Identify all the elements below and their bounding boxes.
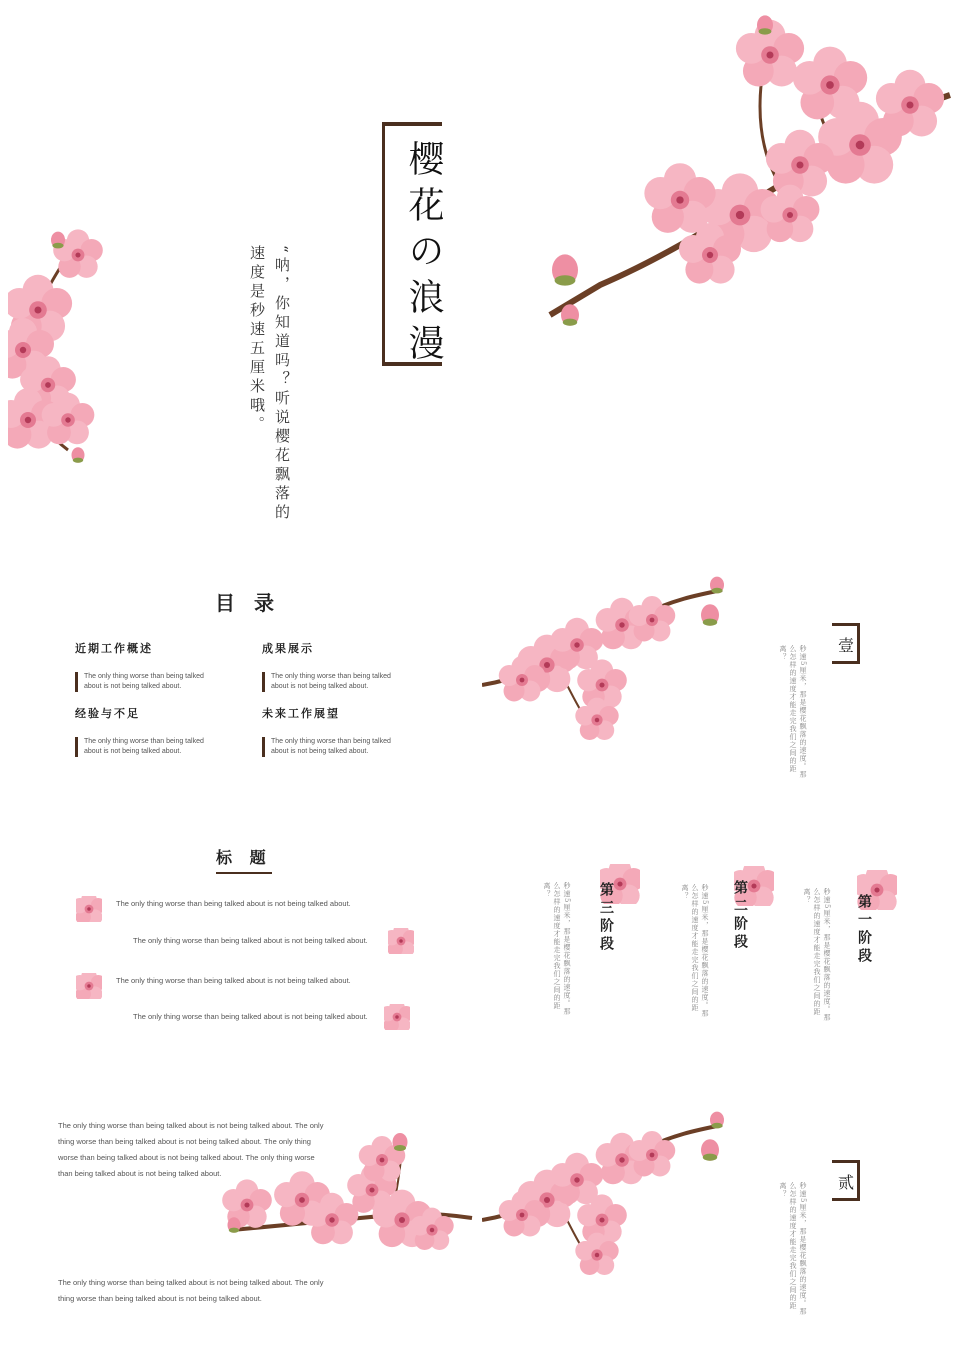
text-branch-slide xyxy=(0,1100,475,1330)
cover-slide xyxy=(0,0,960,540)
cover-quote-line1: “呐，你知道吗？听说樱花飘落的 xyxy=(273,245,291,523)
toc-item-3[interactable] xyxy=(75,705,245,757)
cherry-branch-left xyxy=(8,220,108,470)
cherry-branch-top-right xyxy=(530,15,960,335)
titles-line-4: The only thing worse than being talked about is not being talked about. xyxy=(133,1012,368,1021)
cover-title: 樱花の浪漫 xyxy=(403,140,444,370)
numeral-bar-bottom xyxy=(832,1198,860,1201)
toc-item-marker xyxy=(75,672,78,692)
stage-2-body: 秒速5厘米，那是樱花飘落的速度。那么怎样的速度才能走完我们之间的距离？ xyxy=(681,884,709,1018)
section-two-slide xyxy=(482,1100,960,1330)
blossom-icon xyxy=(388,928,414,954)
titles-heading: 标 题 xyxy=(216,845,272,874)
section-two-numeral: 贰 xyxy=(838,1173,855,1192)
section-one-body: 秒速5厘米，那是樱花飘落的速度。那么怎样的速度才能走完我们之间的距离？ xyxy=(779,645,807,779)
toc-item-title: 近期工作概述 xyxy=(75,642,153,655)
cherry-branch-section-one xyxy=(482,575,732,745)
stage-1-label: 第一阶段 xyxy=(856,894,872,966)
blossom-icon xyxy=(384,1004,410,1030)
stage-3-body: 秒速5厘米，那是樱花飘落的速度。那么怎样的速度才能走完我们之间的距离？ xyxy=(543,882,571,1016)
toc-item-desc: The only thing worse than being talked about is not being talked about. xyxy=(84,673,204,690)
toc-item-title: 经验与不足 xyxy=(75,707,140,720)
toc-item-desc: The only thing worse than being talked about is not being talked about. xyxy=(271,673,391,690)
cherry-branch-bottom xyxy=(222,1130,477,1260)
numeral-bar-top xyxy=(832,623,860,626)
stage-2-label: 第二阶段 xyxy=(732,880,748,952)
titles-line-3: The only thing worse than being talked about is not being talked about. xyxy=(116,976,351,985)
toc-item-marker xyxy=(262,672,265,692)
toc-heading: 目 录 xyxy=(215,591,280,615)
toc-item-marker xyxy=(262,737,265,757)
section-one-slide xyxy=(482,545,960,795)
stages-slide xyxy=(482,820,960,1050)
bottom-paragraph-1: The only thing worse than being talked about is not being talked about. The only thing worse than being talked about is not being talked about. The only thing worse than being talked about is not being talked about. The only thing worse than being talked about is not being talked about. xyxy=(58,1121,324,1178)
toc-item-4[interactable] xyxy=(262,705,432,757)
toc-item-1[interactable] xyxy=(75,640,245,692)
toc-item-title: 成果展示 xyxy=(262,642,314,655)
numeral-bar-right xyxy=(857,1160,860,1200)
toc-item-desc: The only thing worse than being talked about is not being talked about. xyxy=(271,738,391,755)
numeral-bar-top xyxy=(832,1160,860,1163)
blossom-icon xyxy=(76,973,102,999)
stage-3-label: 第三阶段 xyxy=(598,882,614,954)
titles-slide xyxy=(0,820,475,1050)
section-two-body: 秒速5厘米，那是樱花飘落的速度。那么怎样的速度才能走完我们之间的距离？ xyxy=(779,1182,807,1316)
title-bar-left xyxy=(382,122,385,364)
numeral-bar-bottom xyxy=(832,661,860,664)
titles-line-2: The only thing worse than being talked about is not being talked about. xyxy=(133,936,368,945)
numeral-bar-right xyxy=(857,623,860,663)
titles-line-1: The only thing worse than being talked about is not being talked about. xyxy=(116,899,351,908)
bottom-paragraph-2: The only thing worse than being talked about is not being talked about. The only thing worse than being talked about is not being talked about. xyxy=(58,1278,324,1303)
cover-quote-line2: 速度是秒速五厘米哦。 xyxy=(248,245,266,435)
toc-item-marker xyxy=(75,737,78,757)
toc-item-2[interactable] xyxy=(262,640,432,692)
toc-item-title: 未来工作展望 xyxy=(262,707,340,720)
cherry-branch-section-two xyxy=(482,1110,732,1280)
section-one-numeral: 壹 xyxy=(838,636,855,655)
stage-1-body: 秒速5厘米，那是樱花飘落的速度。那么怎样的速度才能走完我们之间的距离？ xyxy=(803,888,831,1022)
blossom-icon xyxy=(76,896,102,922)
toc-slide xyxy=(0,545,475,795)
toc-item-desc: The only thing worse than being talked about is not being talked about. xyxy=(84,738,204,755)
title-bar-top xyxy=(382,122,442,126)
